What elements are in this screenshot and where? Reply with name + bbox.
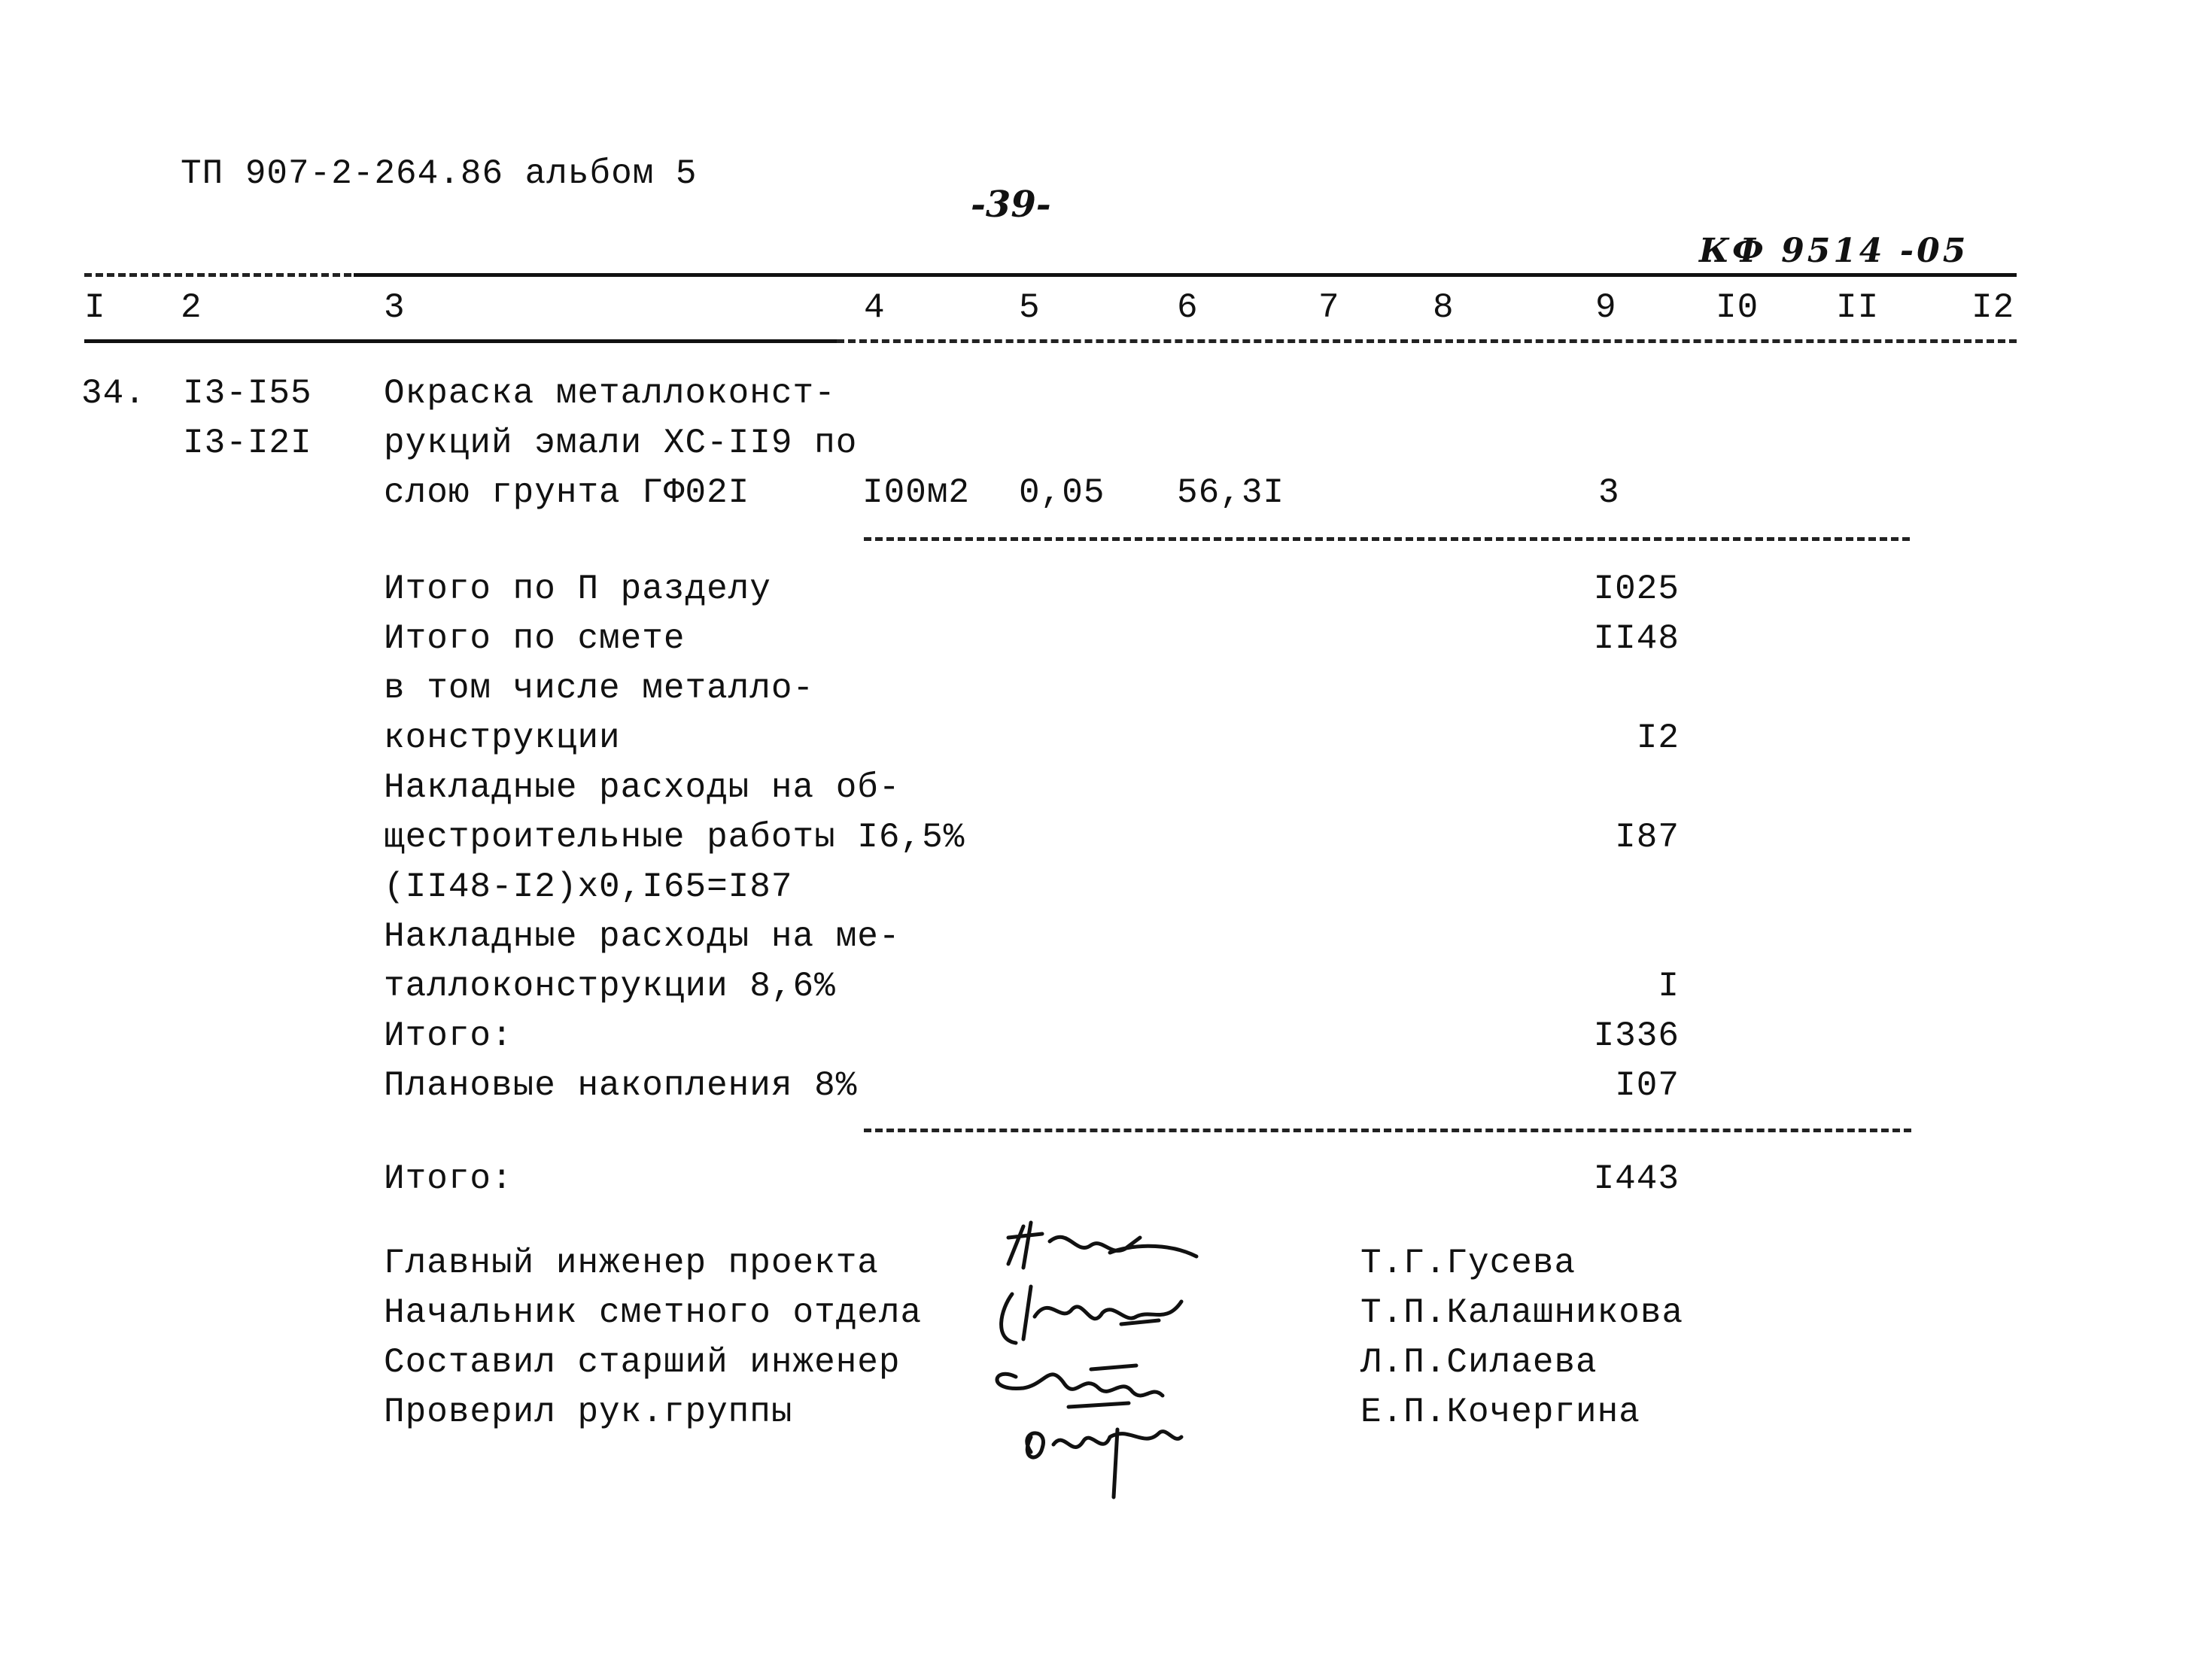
- grand-total-value: I443: [1593, 1159, 1680, 1198]
- signature-name: Т.Г.Гусева: [1360, 1244, 1576, 1283]
- row-description-line-2: рукций эмали ХС-II9 по: [384, 424, 858, 463]
- signature-scribble: [1027, 1429, 1181, 1497]
- signature-scribble: [997, 1366, 1163, 1407]
- col-header-6: 6: [1177, 288, 1199, 327]
- handwritten-signatures: [978, 1211, 1294, 1497]
- row-unit-price: 56,3I: [1177, 473, 1285, 512]
- summary-label: Плановые накопления 8%: [384, 1066, 858, 1105]
- signature-role: Проверил рук.группы: [384, 1393, 793, 1432]
- col-header-7: 7: [1318, 288, 1340, 327]
- summary-value: I336: [1593, 1016, 1680, 1056]
- summary-label: Накладные расходы на об-: [384, 768, 901, 807]
- summary-value: I87: [1615, 818, 1680, 857]
- signature-name: Л.П.Силаева: [1360, 1343, 1598, 1382]
- col-header-1: I: [84, 288, 106, 327]
- header-rule: [84, 339, 837, 343]
- col-header-4: 4: [864, 288, 886, 327]
- archive-stamp: КФ 9514 -05: [1699, 232, 1969, 270]
- col-header-5: 5: [1019, 288, 1041, 327]
- signature-name: Т.П.Калашникова: [1360, 1293, 1684, 1332]
- summary-value: I025: [1593, 570, 1680, 609]
- top-rule: [354, 273, 2017, 277]
- grand-total-label: Итого:: [384, 1159, 513, 1198]
- col-header-9: 9: [1595, 288, 1617, 327]
- signature-role: Главный инженер проекта: [384, 1244, 879, 1283]
- header-rule-dashed: [837, 339, 2017, 343]
- summary-label: щестроительные работы I6,5%: [384, 818, 965, 857]
- summary-label: в том числе металло-: [384, 669, 815, 708]
- row-quantity: 0,05: [1019, 473, 1105, 512]
- col-header-3: 3: [384, 288, 406, 327]
- col-header-2: 2: [181, 288, 202, 327]
- row-code-2: I3-I2I: [183, 424, 312, 463]
- page-number: -39-: [971, 184, 1051, 226]
- summary-label: (II48-I2)х0,I65=I87: [384, 867, 793, 907]
- row-unit: I00м2: [862, 473, 971, 512]
- summary-label: конструкции: [384, 718, 621, 758]
- signature-role: Составил старший инженер: [384, 1343, 901, 1382]
- col-header-10: I0: [1716, 288, 1759, 327]
- summary-label: Итого по смете: [384, 619, 686, 658]
- signature-role: Начальник сметного отдела: [384, 1293, 923, 1332]
- signature-scribble: [1002, 1287, 1181, 1343]
- row-code-1: I3-I55: [183, 374, 312, 413]
- summary-value: I2: [1636, 718, 1680, 758]
- row-number: 34.: [81, 374, 146, 413]
- summary-value: II48: [1593, 619, 1680, 658]
- col-header-11: II: [1836, 288, 1880, 327]
- summary-label: Накладные расходы на ме-: [384, 917, 901, 956]
- summary-label: таллоконструкции 8,6%: [384, 967, 836, 1006]
- summary-value: I: [1658, 967, 1680, 1006]
- summary-rule: [864, 1129, 1911, 1132]
- col-header-8: 8: [1433, 288, 1455, 327]
- signature-scribble: [1008, 1223, 1196, 1268]
- col-header-12: I2: [1971, 288, 2015, 327]
- row-description-line-1: Окраска металлоконст-: [384, 374, 836, 413]
- summary-label: Итого:: [384, 1016, 513, 1056]
- summary-value: I07: [1615, 1066, 1680, 1105]
- signature-name: Е.П.Кочергина: [1360, 1393, 1640, 1432]
- row-rule: [864, 537, 1910, 541]
- summary-label: Итого по П разделу: [384, 570, 771, 609]
- document-reference: ТП 907-2-264.86 альбом 5: [181, 154, 698, 193]
- row-total: 3: [1598, 473, 1620, 512]
- row-description-line-3: слою грунта ГФ02I: [384, 473, 750, 512]
